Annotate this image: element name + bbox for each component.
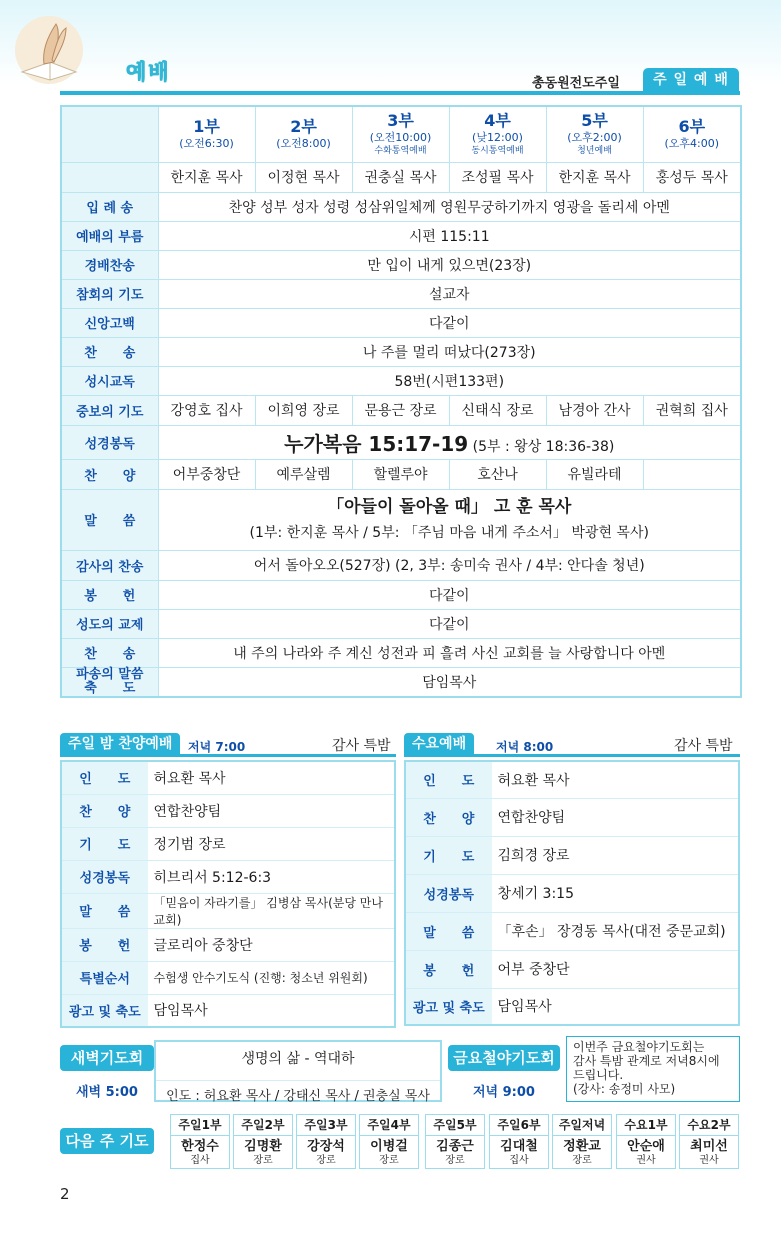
- creed-label: 신앙고백: [61, 308, 158, 337]
- pastor-5: 한지훈 목사: [546, 162, 643, 192]
- service-3: 3부 (오전10:00) 수화통역예배: [352, 106, 449, 162]
- wd-label-1: 찬 양: [405, 798, 492, 836]
- sn-value-0: 허요환 목사: [148, 761, 395, 794]
- hymn2-row: [61, 337, 741, 366]
- sunday-night-table: [60, 760, 396, 1028]
- sermon-row: [61, 489, 741, 550]
- wednesday-table: [404, 760, 740, 1026]
- wd-value-1: 연합찬양팀: [492, 798, 739, 836]
- hymn1-value: 만 입이 내게 있으면(23장): [158, 250, 741, 279]
- sn-value-7: 담임목사: [148, 994, 395, 1027]
- prayer-cell-7: 주일저녁 정환교 장로: [552, 1114, 612, 1169]
- blessing-row: [61, 667, 741, 697]
- wd-label-0: 인 도: [405, 761, 492, 798]
- service-5: 5부 (오후2:00) 청년예배: [546, 106, 643, 162]
- wednesday-divider: [404, 754, 740, 757]
- hymn3-value: 내 주의 나라와 주 계신 성전과 피 흘려 사신 교회를 늘 사랑합니다 아멘: [158, 638, 741, 667]
- reading-value: [158, 425, 741, 459]
- reading-label: 성경봉독: [61, 425, 158, 459]
- prayer-cell-9: 수요2부 최미선 권사: [679, 1114, 739, 1169]
- choir-row: [61, 459, 741, 489]
- sunday-night-divider: [60, 754, 396, 757]
- psalter-value: 58번(시편133편): [158, 366, 741, 395]
- prayer-cell-6: 주일6부 김대철 집사: [489, 1114, 549, 1169]
- sn-label-0: 인 도: [61, 761, 148, 794]
- fellowship-row: [61, 609, 741, 638]
- corner-cell: [61, 106, 158, 162]
- sn-label-2: 기 도: [61, 827, 148, 860]
- prayer-cell-5: 주일5부 김종근 장로: [425, 1114, 485, 1169]
- intro-row: [61, 192, 741, 221]
- wd-value-3: 창세기 3:15: [492, 874, 739, 912]
- thanks-label: 감사의 찬송: [61, 550, 158, 580]
- offering-value: 다같이: [158, 580, 741, 609]
- call-value: 시편 115:11: [158, 221, 741, 250]
- sn-label-3: 성경봉독: [61, 860, 148, 893]
- fellowship-label: 성도의 교제: [61, 609, 158, 638]
- page-header: [0, 0, 781, 92]
- hymn2-label: 찬 송: [61, 337, 158, 366]
- next-prayer-tab: 다음 주 기도: [60, 1128, 154, 1154]
- intercessor-6: 권혁희 집사: [643, 395, 741, 425]
- blessing-value: 담임목사: [158, 667, 741, 697]
- call-label: 예배의 부름: [61, 221, 158, 250]
- intro-value: 찬양 성부 성자 성령 성삼위일체께 영원무궁하기까지 영광을 돌리세 아멘: [158, 192, 741, 221]
- friday-prayer-time: 저녁 9:00: [473, 1085, 535, 1100]
- service-4: 4부 (낮12:00) 동시통역예배: [449, 106, 546, 162]
- hymn1-row: [61, 250, 741, 279]
- sn-label-5: 봉 헌: [61, 928, 148, 961]
- page-number: 2: [60, 1185, 70, 1203]
- sn-value-4: 「믿음이 자라기를」 김병삼 목사(분당 만나교회): [148, 893, 395, 928]
- psalter-label: 성시교독: [61, 366, 158, 395]
- intercessor-5: 남경아 간사: [546, 395, 643, 425]
- dawn-prayer-tab: 새벽기도회: [60, 1045, 154, 1071]
- reading-extra: (5부 : 왕상 18:36-38): [472, 438, 615, 455]
- wd-value-5: 어부 중창단: [492, 950, 739, 988]
- choir-4: 호산나: [449, 459, 546, 489]
- wd-value-6: 담임목사: [492, 988, 739, 1025]
- reading-main: 누가복음 15:17-19: [284, 431, 469, 456]
- wd-label-3: 성경봉독: [405, 874, 492, 912]
- choir-3: 할렐루야: [352, 459, 449, 489]
- sn-value-2: 정기범 장로: [148, 827, 395, 860]
- wd-label-6: 광고 및 축도: [405, 988, 492, 1025]
- wednesday-tab: 수요예배: [404, 733, 474, 755]
- reading-row: [61, 425, 741, 459]
- praying-hands-bible-icon: [14, 14, 84, 86]
- creed-value: 다같이: [158, 308, 741, 337]
- hymn3-row: [61, 638, 741, 667]
- creed-row: [61, 308, 741, 337]
- blessing-label: 파송의 말씀 축 도: [61, 667, 158, 697]
- services-row: [61, 106, 741, 162]
- wd-value-2: 김희경 장로: [492, 836, 739, 874]
- psalter-row: [61, 366, 741, 395]
- service-2: 2부 (오전8:00): [255, 106, 352, 162]
- fellowship-value: 다같이: [158, 609, 741, 638]
- service-6: 6부 (오후4:00): [643, 106, 741, 162]
- sn-value-1: 연합찬양팀: [148, 794, 395, 827]
- intro-label: 입 례 송: [61, 192, 158, 221]
- sn-label-1: 찬 양: [61, 794, 148, 827]
- sn-value-6: 수험생 안수기도식 (진행: 청소년 위원회): [148, 961, 395, 994]
- pastor-4: 조성필 목사: [449, 162, 546, 192]
- intercessor-2: 이희영 장로: [255, 395, 352, 425]
- wd-value-4: 「후손」 장경동 목사(대전 중문교회): [492, 912, 739, 950]
- sn-value-5: 글로리아 중창단: [148, 928, 395, 961]
- thanks-row: [61, 550, 741, 580]
- choir-5: 유빌라테: [546, 459, 643, 489]
- sn-label-4: 말 씀: [61, 893, 148, 928]
- header-tab: 주 일 예 배: [643, 68, 739, 92]
- prayer-label: 참회의 기도: [61, 279, 158, 308]
- pastor-6: 홍성두 목사: [643, 162, 741, 192]
- wd-value-0: 허요환 목사: [492, 761, 739, 798]
- pastor-3: 권충실 목사: [352, 162, 449, 192]
- sermon-sub: (1부: 한지훈 목사 / 5부: 「주님 마음 내게 주소서」 박광현 목사): [249, 524, 649, 541]
- wd-label-5: 봉 헌: [405, 950, 492, 988]
- sn-value-3: 히브리서 5:12-6:3: [148, 860, 395, 893]
- dawn-prayer-line2: 인도 : 허요환 목사 / 강태신 목사 / 권충실 목사: [156, 1080, 440, 1104]
- call-row: [61, 221, 741, 250]
- sn-label-6: 특별순서: [61, 961, 148, 994]
- sermon-label: 말 씀: [61, 489, 158, 550]
- prayer-cell-8: 수요1부 안순애 권사: [616, 1114, 676, 1169]
- intercessor-1: 강영호 집사: [158, 395, 255, 425]
- sermon-title: 「아들이 돌아올 때」 고 훈 목사: [327, 496, 572, 517]
- intercession-label: 중보의 기도: [61, 395, 158, 425]
- intercessor-3: 문용근 장로: [352, 395, 449, 425]
- prayer-cell-2: 주일2부 김명환 장로: [233, 1114, 293, 1169]
- intercession-row: [61, 395, 741, 425]
- choir-label: 찬 양: [61, 459, 158, 489]
- offering-label: 봉 헌: [61, 580, 158, 609]
- prayer-value: 설교자: [158, 279, 741, 308]
- wednesday-note: 감사 특밤: [674, 738, 733, 754]
- header-divider: [60, 91, 740, 95]
- service-1: 1부 (오전6:30): [158, 106, 255, 162]
- intercessor-4: 신태식 장로: [449, 395, 546, 425]
- hymn3-label: 찬 송: [61, 638, 158, 667]
- prayer-cell-4: 주일4부 이병걸 장로: [359, 1114, 419, 1169]
- prayer-row: [61, 279, 741, 308]
- sermon-value: [158, 489, 741, 550]
- header-word: 예배: [126, 60, 171, 84]
- sn-label-7: 광고 및 축도: [61, 994, 148, 1027]
- choir-1: 어부중창단: [158, 459, 255, 489]
- sunday-night-tab: 주일 밤 찬양예배: [60, 733, 180, 755]
- pastor-1: 한지훈 목사: [158, 162, 255, 192]
- sunday-order-table: [60, 105, 742, 698]
- hymn1-label: 경배찬송: [61, 250, 158, 279]
- wd-label-2: 기 도: [405, 836, 492, 874]
- pastor-2: 이정현 목사: [255, 162, 352, 192]
- dawn-prayer-box: [154, 1040, 442, 1102]
- prayer-cell-3: 주일3부 강장석 장로: [296, 1114, 356, 1169]
- choir-2: 예루살렘: [255, 459, 352, 489]
- thanks-value: 어서 돌아오오(527장) (2, 3부: 송미숙 권사 / 4부: 안다솔 청년): [158, 550, 741, 580]
- dawn-prayer-time: 새벽 5:00: [76, 1085, 138, 1100]
- sunday-night-time: 저녁 7:00: [188, 740, 246, 754]
- dawn-prayer-line1: 생명의 삶 - 역대하: [241, 1051, 355, 1067]
- header-subtitle: 총동원전도주일: [532, 76, 620, 91]
- sunday-night-note: 감사 특밤: [332, 738, 391, 754]
- friday-prayer-tab: 금요철야기도회: [448, 1045, 560, 1071]
- pastor-row: [61, 162, 741, 192]
- prayer-cell-1: 주일1부 한정수 집사: [170, 1114, 230, 1169]
- wednesday-time: 저녁 8:00: [496, 740, 554, 754]
- friday-prayer-note: 이번주 금요철야기도회는 감사 특밤 관계로 저녁8시에 드립니다. (강사: 송정미 사모): [566, 1036, 740, 1102]
- offering-row: [61, 580, 741, 609]
- wd-label-4: 말 씀: [405, 912, 492, 950]
- hymn2-value: 나 주를 멀리 떠났다(273장): [158, 337, 741, 366]
